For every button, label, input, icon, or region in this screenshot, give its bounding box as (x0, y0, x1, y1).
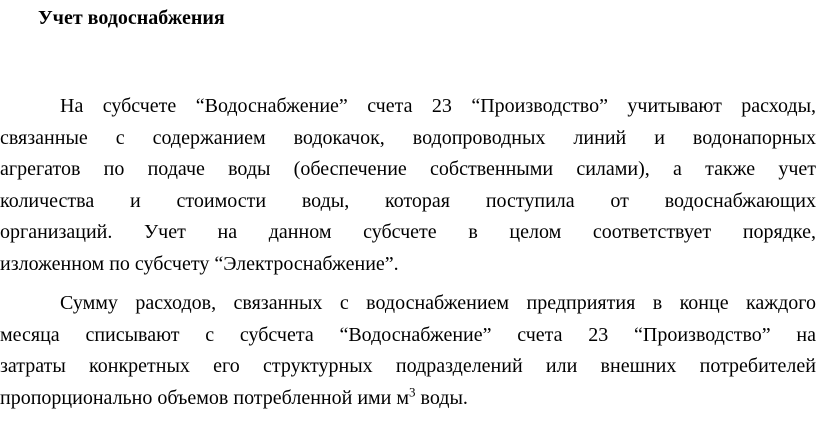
paragraph-line: количества и стоимости воды, которая поступила от водоснабжающих (0, 189, 816, 212)
paragraph-line: организаций. Учет на данном субсчете в целом соответствует порядке, (0, 221, 816, 243)
paragraph-line: месяца списывают с субсчета “Водоснабжение” счета 23 “Производство” на (0, 323, 816, 346)
paragraph-line: связанные с содержанием водокачок, водопроводных линий и водонапорных (0, 126, 816, 149)
cubic-superscript: 3 (409, 383, 416, 399)
final-line-text: пропорционально объемов потребленной ими м (0, 386, 410, 409)
paragraph-line: агрегатов по подаче воды (обеспечение собственными силами), а также учет (0, 158, 816, 180)
paragraph-line: Сумму расходов, связанных с водоснабжением предприятия в конце каждого (60, 292, 816, 314)
paragraph-line-final (0, 383, 816, 415)
paragraph-water-supply-accounting (0, 91, 816, 280)
paragraph-line: затраты конкретных его структурных подразделений или внешних потребителей (0, 355, 816, 377)
paragraph-line: На субсчете “Водоснабжение” счета 23 “Производство” учитывают расходы, (60, 95, 816, 117)
paragraph-expense-writeoff (0, 288, 816, 414)
document-title: Учет водоснабжения (38, 7, 225, 29)
paragraph-line: изложенном по субсчету “Электроснабжение”. (0, 252, 399, 275)
final-line-tail: воды. (415, 386, 468, 409)
